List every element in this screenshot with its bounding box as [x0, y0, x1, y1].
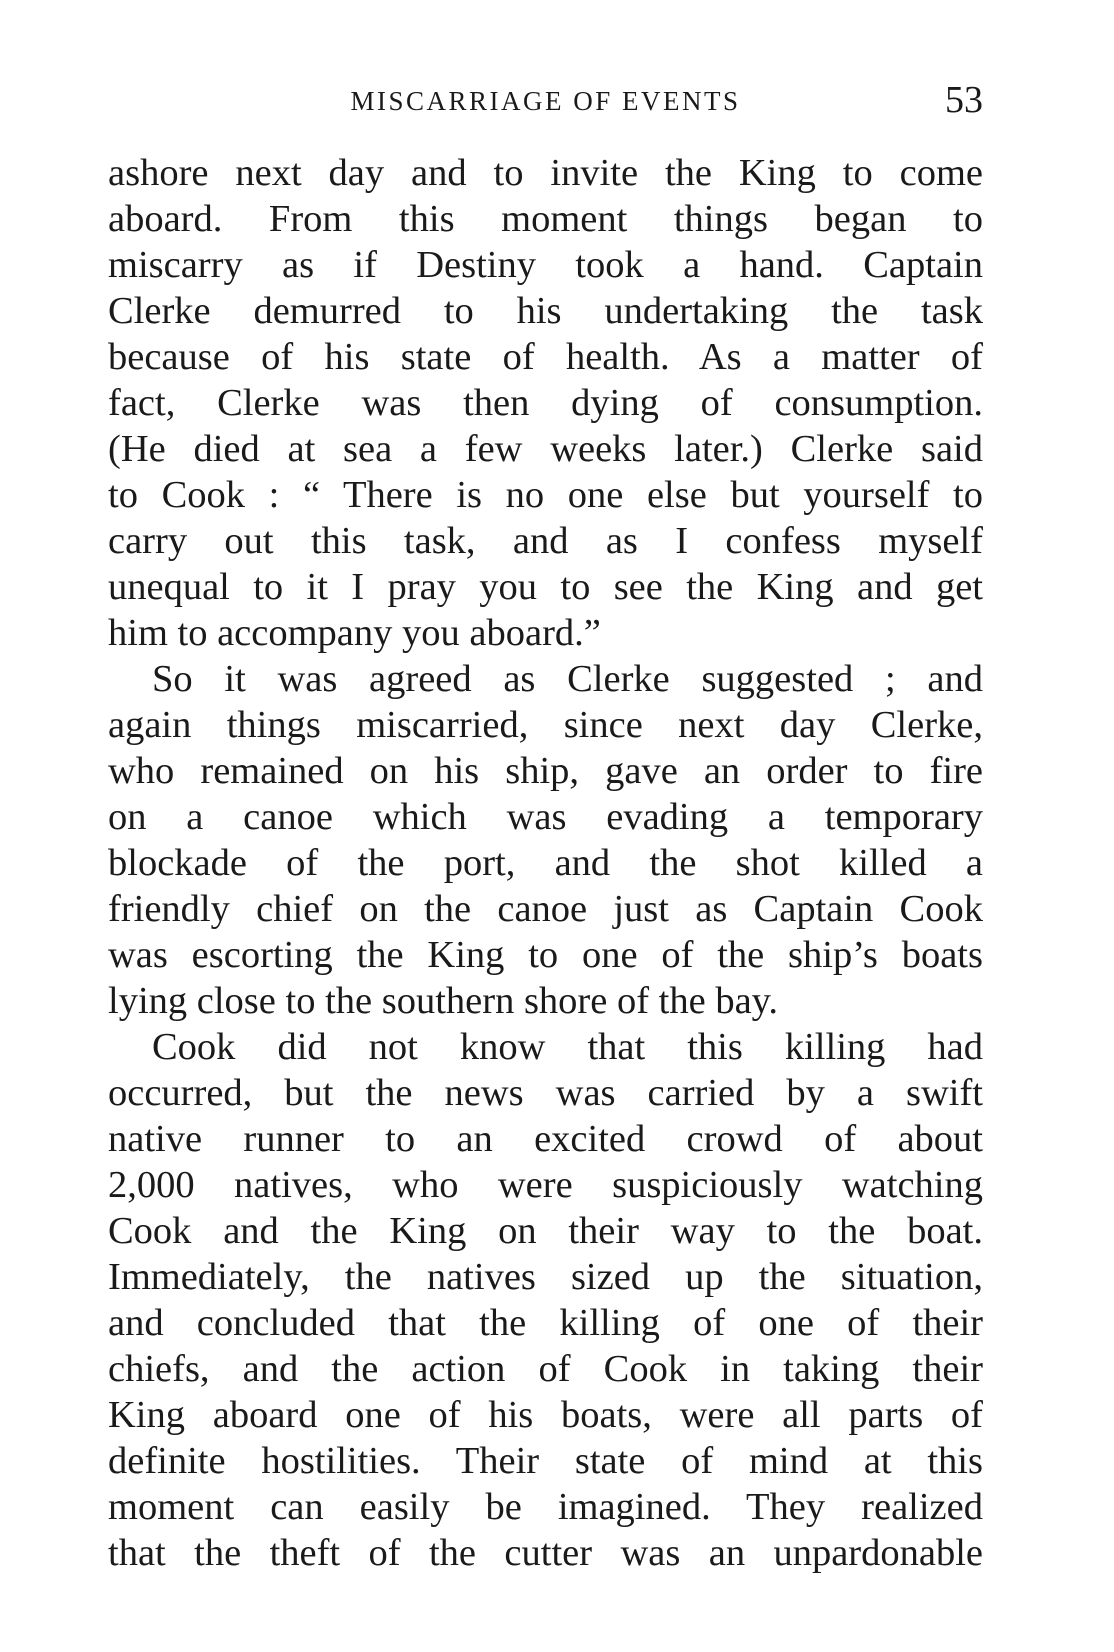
text-line: definite hostilities. Their state of mind at this [108, 1440, 983, 1482]
text-line: miscarry as if Destiny took a hand. Captain [108, 244, 983, 286]
text-line: moment can easily be imagined. They realized [108, 1486, 983, 1528]
text-line: occurred, but the news was carried by a swift [108, 1072, 983, 1114]
text-line: him to accompany you aboard.” [108, 612, 601, 654]
text-line: Cook did not know that this killing had [152, 1026, 983, 1068]
text-line: friendly chief on the canoe just as Captain Cook [108, 888, 983, 930]
text-line: to Cook : “ There is no one else but yourself to [108, 474, 983, 516]
text-line: Cook and the King on their way to the boat. [108, 1210, 983, 1252]
text-line: aboard. From this moment things began to [108, 198, 983, 240]
text-line: So it was agreed as Clerke suggested ; and [152, 658, 983, 700]
body-text [108, 150, 983, 1576]
text-line: was escorting the King to one of the ship’s boats [108, 934, 983, 976]
text-line: again things miscarried, since next day Clerke, [108, 704, 983, 746]
text-line: unequal to it I pray you to see the King and get [108, 566, 983, 608]
page-header [108, 78, 983, 126]
text-line: 2,000 natives, who were suspiciously watching [108, 1164, 983, 1206]
text-line: fact, Clerke was then dying of consumption. [108, 382, 983, 424]
text-line: Clerke demurred to his undertaking the task [108, 290, 983, 332]
text-line: chiefs, and the action of Cook in taking their [108, 1348, 983, 1390]
text-line: King aboard one of his boats, were all parts of [108, 1394, 983, 1436]
text-line: ashore next day and to invite the King to come [108, 152, 983, 194]
text-line: who remained on his ship, gave an order to fire [108, 750, 983, 792]
running-head: MISCARRIAGE OF EVENTS [350, 86, 741, 116]
text-line: because of his state of health. As a matter of [108, 336, 983, 378]
text-line: native runner to an excited crowd of about [108, 1118, 983, 1160]
text-line: on a canoe which was evading a temporary [108, 796, 983, 838]
text-line: that the theft of the cutter was an unpardonable [108, 1532, 983, 1574]
text-line: carry out this task, and as I confess myself [108, 520, 983, 562]
page-number: 53 [945, 79, 983, 121]
text-line: Immediately, the natives sized up the situation, [108, 1256, 983, 1298]
text-line: (He died at sea a few weeks later.) Clerke said [108, 428, 983, 470]
text-line: and concluded that the killing of one of their [108, 1302, 983, 1344]
text-line: blockade of the port, and the shot killed a [108, 842, 983, 884]
text-line: lying close to the southern shore of the bay. [108, 980, 779, 1022]
